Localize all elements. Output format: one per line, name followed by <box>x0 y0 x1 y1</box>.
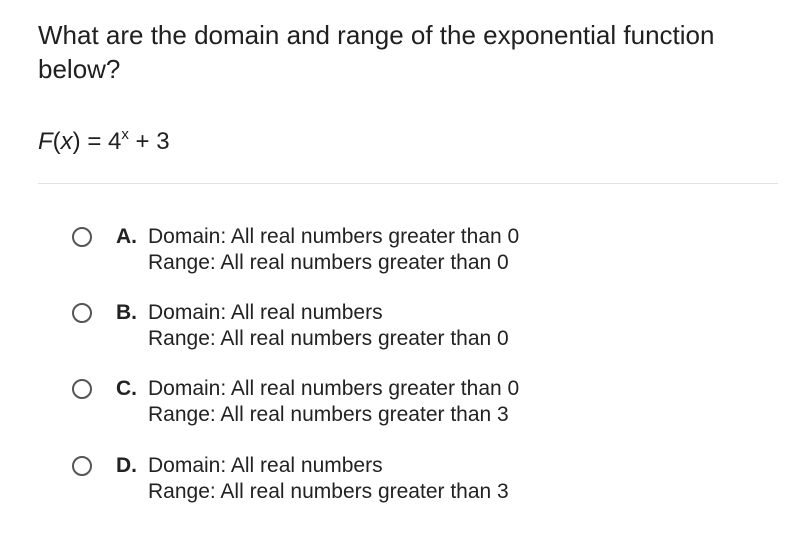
function-formula: $F(x) = 4^x + 3$ <box>38 126 170 155</box>
option-range-text: Range: All real numbers greater than 0 <box>148 251 509 274</box>
function-name: F <box>38 128 53 155</box>
question-text: What are the domain and range of the exponential function below? <box>38 20 715 84</box>
formula-constant: + 3 <box>128 128 170 155</box>
option-range-text: Range: All real numbers greater than 3 <box>148 480 509 503</box>
option-letter: A. <box>116 225 137 248</box>
option-a[interactable] <box>72 223 592 279</box>
option-range-text: Range: All real numbers greater than 3 <box>148 403 509 426</box>
option-domain-text: Domain: All real numbers <box>148 301 383 324</box>
formula-exponent: x <box>121 126 129 143</box>
option-range-text: Range: All real numbers greater than 0 <box>148 327 509 350</box>
option-c[interactable] <box>72 375 592 431</box>
option-b[interactable] <box>72 299 592 355</box>
radio-button-a[interactable] <box>72 227 92 247</box>
radio-button-b[interactable] <box>72 303 92 323</box>
option-letter: D. <box>116 454 137 477</box>
formula-base: ) = 4 <box>72 128 122 155</box>
radio-button-c[interactable] <box>72 379 92 399</box>
radio-button-d[interactable] <box>72 456 92 476</box>
option-domain-text: Domain: All real numbers <box>148 454 383 477</box>
option-letter: B. <box>116 301 137 324</box>
option-domain-text: Domain: All real numbers greater than 0 <box>148 225 520 248</box>
option-d[interactable] <box>72 452 592 508</box>
option-domain-text: Domain: All real numbers greater than 0 <box>148 377 520 400</box>
option-letter: C. <box>116 377 137 400</box>
function-variable: x <box>60 128 73 155</box>
